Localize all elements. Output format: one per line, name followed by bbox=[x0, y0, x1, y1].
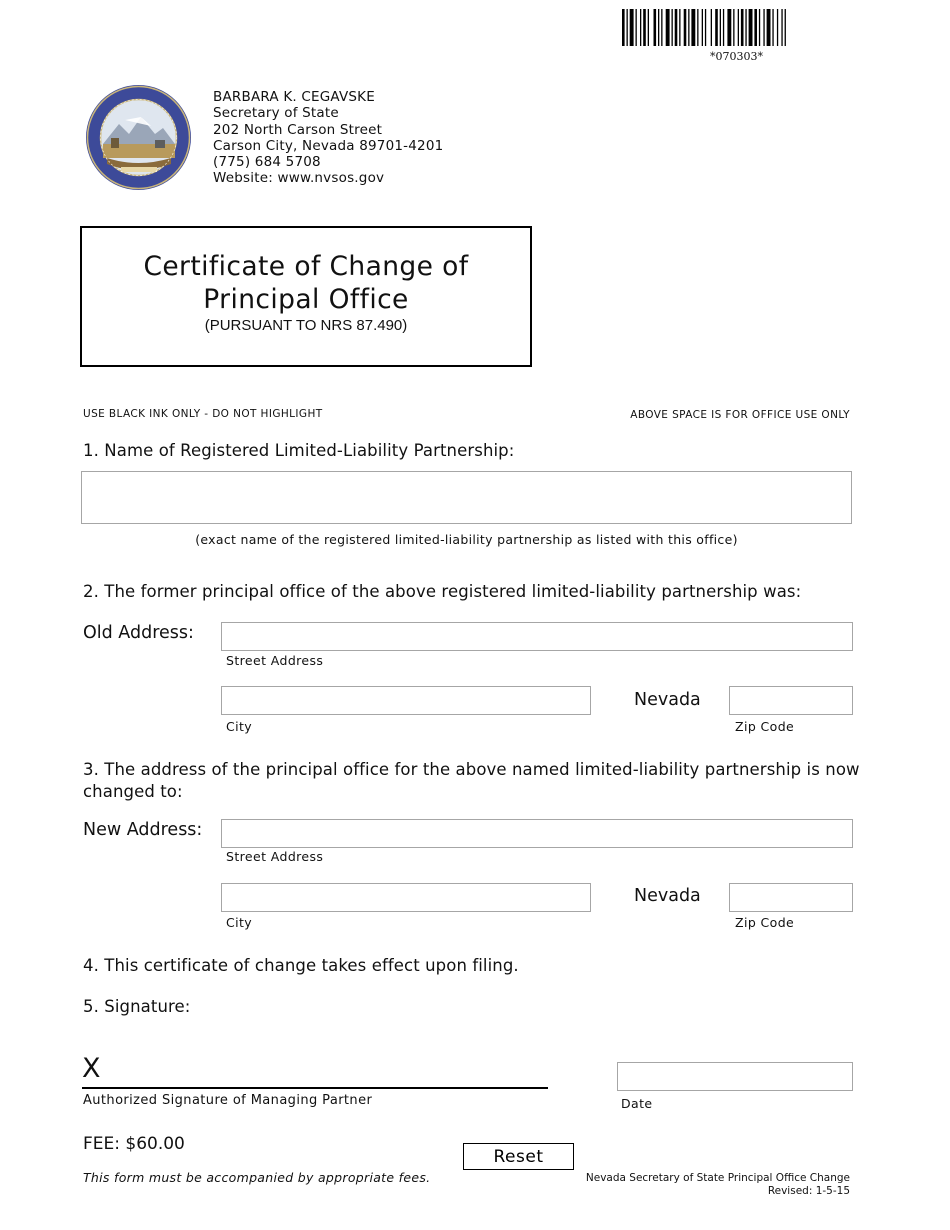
q3-label-line-2: changed to: bbox=[83, 782, 183, 801]
form-title-line-2: Principal Office bbox=[203, 284, 409, 315]
signature-x-mark: X bbox=[82, 1053, 101, 1084]
old-street-caption: Street Address bbox=[226, 653, 324, 668]
new-state-value: Nevada bbox=[634, 886, 701, 906]
footer-revision: Revised: 1-5-15 bbox=[767, 1184, 850, 1197]
barcode-number: *070303* bbox=[710, 50, 763, 63]
new-zip-caption: Zip Code bbox=[735, 915, 795, 930]
old-state-value: Nevada bbox=[634, 690, 701, 710]
new-address-label: New Address: bbox=[83, 820, 203, 840]
q1-caption: (exact name of the registered limited-liability partnership as listed with this office) bbox=[195, 532, 738, 547]
phone-line: (775) 684 5708 bbox=[213, 154, 321, 171]
new-street-input[interactable] bbox=[221, 819, 853, 848]
q5-label: 5. Signature: bbox=[83, 997, 191, 1016]
reset-button[interactable]: Reset bbox=[463, 1143, 574, 1170]
secretary-of-state-address-block bbox=[213, 89, 443, 187]
state-seal-logo bbox=[85, 84, 192, 191]
signature-line[interactable] bbox=[82, 1087, 548, 1089]
old-address-label: Old Address: bbox=[83, 623, 194, 643]
fee-label: FEE: $60.00 bbox=[83, 1134, 185, 1154]
partnership-name-input[interactable] bbox=[81, 471, 852, 524]
q1-label: 1. Name of Registered Limited-Liability Partnership: bbox=[83, 441, 515, 460]
ink-notice: USE BLACK INK ONLY - DO NOT HIGHLIGHT bbox=[83, 408, 323, 420]
old-city-input[interactable] bbox=[221, 686, 591, 715]
new-street-caption: Street Address bbox=[226, 849, 324, 864]
form-footer bbox=[586, 1172, 850, 1197]
fee-note: This form must be accompanied by appropriate fees. bbox=[83, 1170, 431, 1185]
website-line: Website: www.nvsos.gov bbox=[213, 170, 385, 187]
street-line: 202 North Carson Street bbox=[213, 121, 383, 138]
new-city-input[interactable] bbox=[221, 883, 591, 912]
barcode-image bbox=[622, 9, 851, 46]
old-street-input[interactable] bbox=[221, 622, 853, 651]
title-box bbox=[80, 226, 532, 367]
new-city-caption: City bbox=[226, 915, 253, 930]
form-title bbox=[82, 250, 530, 316]
footer-form-name: Nevada Secretary of State Principal Office Change bbox=[585, 1172, 850, 1184]
q4-label: 4. This certificate of change takes effect upon filing. bbox=[83, 956, 519, 975]
secretary-title: Secretary of State bbox=[213, 105, 339, 122]
office-use-notice: ABOVE SPACE IS FOR OFFICE USE ONLY bbox=[630, 409, 850, 421]
form-subtitle: (PURSUANT TO NRS 87.490) bbox=[204, 317, 408, 334]
date-caption: Date bbox=[621, 1096, 653, 1111]
secretary-name: BARBARA K. CEGAVSKE bbox=[213, 89, 375, 105]
date-input[interactable] bbox=[617, 1062, 853, 1091]
signature-caption: Authorized Signature of Managing Partner bbox=[83, 1093, 373, 1108]
new-zip-input[interactable] bbox=[729, 883, 853, 912]
q2-label: 2. The former principal office of the above registered limited-liability partnership was: bbox=[83, 582, 802, 601]
old-city-caption: City bbox=[226, 719, 253, 734]
city-line: Carson City, Nevada 89701-4201 bbox=[213, 137, 444, 154]
q3-label-line-1: 3. The address of the principal office for the above named limited-liability partnership is now bbox=[83, 760, 860, 779]
old-zip-caption: Zip Code bbox=[735, 719, 795, 734]
old-zip-input[interactable] bbox=[729, 686, 853, 715]
form-title-line-1: Certificate of Change of bbox=[143, 251, 469, 282]
